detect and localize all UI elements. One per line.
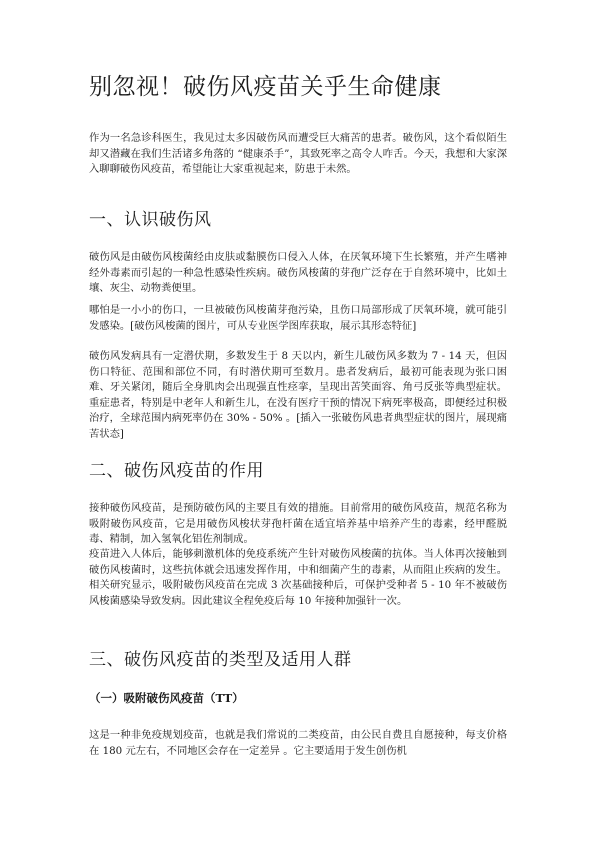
- section-3-paragraph-1: 这是一种非免疫规划疫苗，也就是我们常说的二类疫苗，由公民自费且自愿接种，每支价格在 180 元左右，不同地区会存在一定差异 。它主要适用于发生创伤机: [89, 729, 507, 757]
- section-heading-2: 二、破伤风疫苗的作用: [89, 461, 264, 481]
- section-1-paragraph-3: 破伤风发病具有一定潜伏期，多数发生于 8 天以内，新生儿破伤风多数为 7 - 14 天，但因伤口特征、范围和部位不同，有时潜伏期可至数月。患者发病后，最初可能表现为张口困难、牙关紧闭，随后全身肌肉会出现强直性痉挛，呈现出苦笑面容、角弓反张等典型症状。重症患者，特别是中老年人和新生儿，在没有医疗干预的情况下病死率极高，即便经过积极治疗，全球范围内病死率仍在 30% - 50% 。[插入一张破伤风患者典型症状的图片，展现痛苦状态]: [89, 350, 507, 440]
- subsection-heading: （一）吸附破伤风疫苗（TT）: [89, 691, 244, 705]
- intro-paragraph: 作为一名急诊科医生，我见过太多因破伤风而遭受巨大痛苦的患者。破伤风，这个看似陌生却又潜藏在我们生活诸多角落的 “健康杀手”，其致死率之高令人咋舌。今天，我想和大家深入聊聊破伤风疫苗，希望能让大家重视起来，防患于未然。: [89, 132, 507, 176]
- section-1-paragraph-1: 破伤风是由破伤风梭菌经由皮肤或黏膜伤口侵入人体，在厌氧环境下生长繁殖，并产生嗜神经外毒素而引起的一种急性感染性疾病。破伤风梭菌的芽孢广泛存在于自然环境中，比如土壤、灰尘、动物粪便里。: [89, 251, 507, 295]
- document-title: 别忽视！破伤风疫苗关乎生命健康: [89, 74, 442, 100]
- section-heading-1: 一、认识破伤风: [89, 210, 212, 230]
- section-1-paragraph-2: 哪怕是一小小的伤口，一旦被破伤风梭菌芽孢污染，且伤口局部形成了厌氧环境，就可能引发感染。[破伤风梭菌的图片，可从专业医学图库获取，展示其形态特征]: [89, 304, 507, 332]
- section-2-paragraph-1: 接种破伤风疫苗，是预防破伤风的主要且有效的措施。目前常用的破伤风疫苗，规范名称为吸附破伤风疫苗，它是用破伤风梭状芽孢杆菌在适宜培养基中培养产生的毒素，经甲醛脱毒、精制，加入氢氧化铝佐剂制成。: [89, 502, 507, 546]
- section-2-paragraph-2: 疫苗进入人体后，能够刺激机体的免疫系统产生针对破伤风梭菌的抗体。当人体再次接触到破伤风梭菌时，这些抗体就会迅速发挥作用，中和细菌产生的毒素，从而阻止疾病的发生。相关研究显示，吸附破伤风疫苗在完成 3 次基础接种后，可保护受种者 5 - 10 年不被破伤风梭菌感染导致发病。因此建议全程免疫后每 10 年接种加强针一次。: [89, 548, 507, 607]
- section-heading-3: 三、破伤风疫苗的类型及适用人群: [89, 650, 352, 670]
